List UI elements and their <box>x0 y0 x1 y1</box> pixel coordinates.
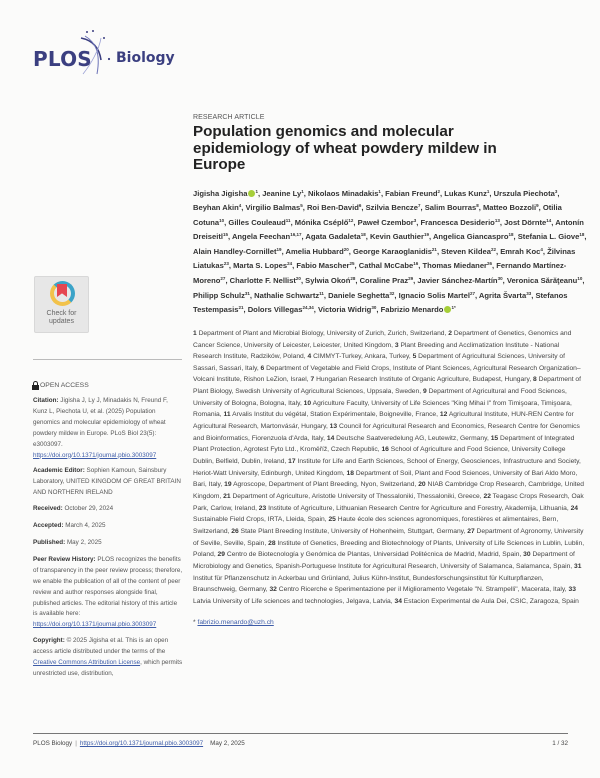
author-name: Salim Bourras <box>424 203 477 213</box>
sidebar-divider <box>33 359 182 360</box>
author <box>441 247 496 256</box>
author-name: Paweł Czembor <box>357 217 414 227</box>
author-name: Antonín Dreiseitl <box>193 217 584 242</box>
affiliation-text: NIAB Cambridge Crop Research, Cambridge, United Kingdom <box>193 481 584 501</box>
license-link[interactable]: Creative Commons Attribution License <box>33 659 141 667</box>
check-for-updates-button[interactable] <box>34 276 89 333</box>
footer-separator: | <box>75 740 77 747</box>
author-name: Angela Feechan <box>231 232 291 242</box>
author-affiliation-ref: 4 <box>540 246 543 252</box>
author-affiliation-ref: 21 <box>431 246 437 252</box>
author-affiliation-ref: 31 <box>244 290 250 296</box>
author-affiliation-ref: 11 <box>285 217 291 223</box>
article-info-sidebar <box>33 396 183 685</box>
corresponding-email-link[interactable]: fabrizio.menardo@uzh.ch <box>197 618 274 626</box>
author-affiliation-ref: 5 <box>300 203 303 209</box>
peer-review-text: PLOS recognizes the benefits of transparency in the peer review process; therefore, we enable the publication of all of the content of peer review and author responses alongside final, published articles. The editorial history of this article is available here: <box>33 555 183 618</box>
author-affiliation-ref: 11 <box>319 290 324 296</box>
citation-text: Jigisha J, Ly J, Minadakis N, Freund F, Kunz L, Piechota U, et al. (2025) Population genomics and molecular epidemiology of wheat powdery mildew in Europe. PLoS Biol 23(5): e3003097. <box>33 397 168 448</box>
author-affiliation-ref: 33 <box>526 290 532 296</box>
affiliation-number: 19 <box>224 481 232 489</box>
author-affiliation-ref: 26 <box>487 261 493 267</box>
affiliation-number: 9 <box>422 388 427 396</box>
published-block <box>33 538 183 549</box>
journal-logo <box>33 34 183 84</box>
author-affiliation-ref: 9 <box>536 203 539 209</box>
open-access-badge <box>32 381 89 389</box>
affiliation-list: 1 Department of Plant and Microbial Biology, University of Zurich, Zurich, Switzerland, 2 Department of Genetics, Genomics and Cancer Science, University of Leicester, Leicester, United Kingdom, 3 Plant Breeding and Acclimatization Institute - National Research Institute, Radzików, Poland, 4 CIMMYT-Turkey, Ankara, Turkey, 5 Department of Agricultural Sciences, University of Sassari, Sassari, Italy, 6 Department of Vegetable and Field Crops, Institute of Plant Sciences, Agricultural Research Organization–Volcani Institute, Rishon LeZion, Israel, 7 Hungarian Research Institute of Organic Agriculture, Budapest, Hungary, 8 Department of Plant Biology, Swedish University of Agricultural Sciences, Uppsala, Sweden, 9 Department of Agricultural and Food Sciences, University of Bologna, Bologna, Italy, 10 Agriculture Faculty, University of Life Sciences "King Mihai I" from Timişoara, Timişoara, Romania, 11 Arvalis Institut du végétal, Station Expérimentale, Boigneville, France, 12 Agricultural Institute, HUN-REN Centre for Agricultural Research, Martonvásár, Hungary, 13 Council for Agricultural Research and Economics, Research Centre for Genomics and Bioinformatics, Fiorenzuola d'Arda, Italy, 14 Deutsche Saatveredelung AG, Leutewitz, Germany, 15 Department of Integrated Plant Protection, Agrotest Fyto Ltd., Kroměříž, Czech Republic, 16 School of Agriculture and Food Science, University College Dublin, Belfield, Dublin, Ireland, 17 Institute for Life and Earth Sciences, School of Energy, Geosciences, Infrastructure and Society, Heriot-Watt University, Edinburgh, United Kingdom, 18 Department of Soil, Plant and Food Sciences, University of Bari Aldo Moro, Bari, Italy, 19 Agroscope, Department of Plant Breeding, Nyon, Switzerland, 20 NIAB Cambridge Crop Research, Cambridge, United Kingdom, 21 Department of Agriculture, Aristotle University of Thessaloniki, Thessaloniki, Greece, 22 Teagasc Crops Research, Oak Park, Carlow, Ireland, 23 Institute of Agriculture, Lithuanian Research Centre for Agriculture and Forestry, Akademija, Lithuania, 24 Sustainable Field Crops, IRTA, Lleida, Spain, 25 Haute école des sciences agronomiques, forestières et alimentaires, Bern, Switzerland, 26 State Plant Breeding Institute, University of Hohenheim, Stuttgart, Germany, 27 Department of Agronomy, University of Seville, Seville, Spain, 28 Institute of Genetics, Breeding and Biotechnology of Plants, University of Life Sciences in Lublin, Lublin, Poland, 29 Centro de Biotecnología y Genómica de Plantas, Universidad Politécnica de Madrid, Madrid, Spain, 30 Department of Microbiology and Genetics, Spanish-Portuguese Institute for Agricultural Research, University of Salamanca, Salamanca, Spain, 31 Institut für Pflanzenschutz in Ackerbau und Grünland, Julius Kühn-Institut, Bundesforschungsinstitut für Kulturpflanzen, Braunschweig, Germany, 32 Centro Ricerche e Sperimentazione per il Miglioramento Vegetale "N. Strampelli", Macerata, Italy, 33 Latvia University of Life sciences and technologies, Jelgava, Latvia, 34 Estacion Experimental de Aula Dei, CSIC, Zaragoza, Spain <box>193 329 585 605</box>
author-affiliation-ref: 10 <box>577 276 583 282</box>
article-header <box>193 114 588 626</box>
peer-review-label: Peer Review History: <box>33 555 96 563</box>
author <box>421 218 500 227</box>
author <box>360 276 414 285</box>
author-name: Matteo Bozzoli <box>482 203 537 213</box>
author-name: Fabio Mascher <box>296 261 350 271</box>
page-number: 1 / 32 <box>552 740 568 747</box>
peer-review-block <box>33 555 183 631</box>
affiliation-text: Department of Agriculture, Aristotle University of Thessaloniki, Thessaloniki, Greece <box>232 493 480 501</box>
author <box>254 291 324 300</box>
logo-plos-text: PLOS <box>33 47 92 71</box>
article-title: Population genomics and molecular epidemiology of wheat powdery mildew in Europe <box>193 123 497 173</box>
affiliation-number: 2 <box>448 329 452 337</box>
author <box>228 218 290 227</box>
affiliation-number: 15 <box>490 434 499 442</box>
affiliation <box>231 528 463 535</box>
author <box>381 305 456 314</box>
copyright-label: Copyright: <box>33 637 65 645</box>
author <box>385 189 440 198</box>
affiliation-number: 10 <box>303 399 312 407</box>
author <box>370 232 429 241</box>
author-name: Marta S. Lopes <box>233 261 288 271</box>
affiliation-text: Centro Ricerche e Sperimentazione per il Miglioramento Vegetale "N. Strampelli", Macerata, Italy <box>278 586 565 594</box>
author-affiliation-ref: 1 <box>378 188 381 194</box>
author-name: Szilvia Bencze <box>365 203 418 213</box>
author-name: Stefanos Testempasis <box>193 290 568 315</box>
author-affiliation-ref: 28 <box>350 276 356 282</box>
author <box>417 276 502 285</box>
author <box>286 247 349 256</box>
author-affiliation-ref: 1 <box>255 188 258 194</box>
author <box>479 291 531 300</box>
affiliation-text: Department of Microbiology and Genetics, Spanish-Portuguese Institute for Agricultural Research, University of Salamanca, Salamanca, Spain <box>193 551 575 570</box>
author-affiliation-ref: 14 <box>546 217 552 223</box>
affiliation-text: Latvia University of Life sciences and technologies, Jelgava, Latvia <box>193 597 391 605</box>
author-name: Lukas Kunz <box>444 188 487 198</box>
author-name: Virgilio Balmas <box>245 203 301 213</box>
author <box>295 218 354 227</box>
affiliation-text: Deutsche Saatveredelung AG, Leutewitz, Germany <box>336 434 487 442</box>
affiliation-number: 23 <box>258 504 267 512</box>
affiliation-text: Teagasc Crops Research, Oak Park, Carlow, Ireland <box>193 493 584 512</box>
citation-block <box>33 396 183 461</box>
author <box>328 291 394 300</box>
author-affiliation-ref: 21 <box>238 305 244 311</box>
author-name: Philipp Schulz <box>193 290 245 300</box>
logo-journal-name: Biology <box>116 50 175 66</box>
affiliation-number: 34 <box>394 597 402 605</box>
author-name: Alain Handley-Cornillet <box>193 246 277 256</box>
affiliation-text: Council for Agricultural Research and Economics, Research Centre for Genomics and Bioinformatics, Fiorenzuola d'Arda, Italy <box>193 423 580 442</box>
author <box>232 232 302 241</box>
author-name: Kevin Gauthier <box>369 232 424 242</box>
author-affiliation-ref: 3 <box>413 217 417 223</box>
affiliation <box>269 586 564 593</box>
affiliation-number: 24 <box>570 504 579 512</box>
author-affiliation-ref: 6 <box>358 203 362 209</box>
affiliation-number: 7 <box>310 376 315 384</box>
affiliation-text: Institute of Agriculture, Lithuanian Research Centre for Agriculture and Forestry, Akademija, Lithuania <box>268 504 567 512</box>
author-affiliation-ref: 7 <box>417 203 421 209</box>
author-affiliation-ref: 18 <box>579 232 585 238</box>
corresponding-marker: * <box>193 618 196 626</box>
copyright-text-continued: , which permits unrestricted use, distribution, <box>33 659 183 677</box>
author-name: Fabian Freund <box>385 188 438 198</box>
author-affiliation-ref: 20 <box>295 276 301 282</box>
affiliation-text: Department of Vegetable and Field Crops, Institute of Plant Sciences, Agricultural Research Organization–Volcani Institute, Rishon LeZion, Israel <box>193 364 581 384</box>
affiliation-number: 26 <box>231 528 239 535</box>
affiliation-text: Agriculture Faculty, University of Life Sciences "King Mihai I" from Timişoara, Timişoara, Romania <box>193 399 572 419</box>
affiliation-number: 12 <box>439 411 448 419</box>
author-name: Cathal McCabe <box>358 261 414 271</box>
author-name: Agrita Švarta <box>478 290 527 300</box>
affiliation <box>310 376 529 383</box>
affiliation <box>193 330 445 337</box>
author <box>433 232 514 241</box>
affiliation-number: 11 <box>223 411 231 419</box>
author <box>366 203 421 212</box>
affiliation-number: 4 <box>307 353 312 361</box>
author-affiliation-ref: 24,34 <box>302 305 314 311</box>
author-name: Beyhan Akin <box>193 203 239 213</box>
author-name: Agata Gadaleta <box>305 232 361 242</box>
affiliation-number: 28 <box>268 539 276 547</box>
affiliation-number: 5 <box>412 353 417 361</box>
affiliation <box>218 551 520 558</box>
author <box>399 291 475 300</box>
affiliation-number: 30 <box>523 551 531 559</box>
author-affiliation-ref: 24 <box>287 261 293 267</box>
affiliation-text: Department of Soil, Plant and Food Sciences, University of Bari Aldo Moro, Bari, Italy <box>193 469 578 489</box>
affiliation <box>308 353 409 360</box>
author <box>193 203 241 212</box>
author-name: Stefania L. Giove <box>517 232 580 242</box>
author <box>305 232 365 241</box>
author-affiliation-ref: 12 <box>348 217 354 223</box>
author <box>193 247 282 256</box>
affiliation-number: 1 <box>193 329 197 337</box>
author-name: Fabrizio Menardo <box>380 305 444 315</box>
author <box>494 189 558 198</box>
citation-label: Citation: <box>33 397 59 404</box>
editor-text: Sophien Kamoun, Sainsbury Laboratory, UNITED KINGDOM OF GREAT BRITAIN AND NORTHERN IRELAND <box>33 467 181 497</box>
author-affiliation-ref: 22 <box>490 246 496 252</box>
author-list: Jigisha Jigisha $^1$, Jeanine Ly$^1$, Nikolaos Minadakis$^1$, Fabian Freund$^2$, Lukas Kunz$^1$, Urszula Piechota$^3$, Beyhan Akin$^4$, Virgilio Balmas$^5$, Roi Ben-David$^6$, Szilvia Bencze$^7$, Salim Bourras$^8$, Matteo Bozzoli$^9$, Otilia Cotuna$^{10}$, Gilles Couleaud$^{11}$, Mónika Cséplő$^{12}$, Paweł Czembor$^3$, Francesca Desiderio$^{13}$, Jost Dörnte$^{14}$, Antonín Dreiseitl$^{15}$, Angela Feechan$^{16,17}$, Agata Gadaleta$^{18}$, Kevin Gauthier$^{19}$, Angelica Giancaspro$^{18}$, Stefania L. Giove$^{18}$, Alain Handley-Cornillet$^{19}$, Amelia Hubbard$^{20}$, George Karaoglanidis$^{21}$, Steven Kildea$^{22}$, Emrah Koc$^4$, Žilvinas Liatukas$^{23}$, Marta S. Lopes$^{24}$, Fabio Mascher$^{25}$, Cathal McCabe$^{16}$, Thomas Miedaner$^{26}$, Fernando Martínez-Moreno$^{27}$, Charlotte F. Nellist$^{20}$, Sylwia Okoń$^{28}$, Coraline Praz$^{29}$, Javier Sánchez-Martín$^{30}$, Veronica Sărăţeanu$^{10}$, Philipp Schulz$^{31}$, Nathalie Schwartz$^{11}$, Daniele Seghetta$^{32}$, Ignacio Solis Martel$^{27}$, Agrita Švarta$^{33}$, Stefanos Testempasis$^{21}$, Dolors Villegas$^{24,34}$, Victoria Widrig$^{30}$, Fabrizio Menardo $^{1*}$ <box>193 188 587 315</box>
author-name: Veronica Sărăţeanu <box>506 276 578 286</box>
author-name: Fernando Martínez-Moreno <box>193 261 567 286</box>
author <box>193 189 258 198</box>
affiliation <box>223 411 436 418</box>
author-affiliation-ref: 23 <box>223 261 229 267</box>
author <box>233 261 292 270</box>
author-name: Mónika Cséplő <box>294 217 349 227</box>
author <box>444 189 489 198</box>
affiliation-number: 18 <box>346 469 354 477</box>
author <box>305 276 355 285</box>
affiliation-text: Institute of Genetics, Breeding and Biotechnology of Plants, University of Life Sciences in Lublin, Lublin, Poland <box>193 539 585 559</box>
author-affiliation-ref: 2 <box>437 188 441 194</box>
author-affiliation-ref: 19 <box>423 232 429 238</box>
author-affiliation-ref: 13 <box>494 217 500 223</box>
author-name: Urszula Piechota <box>493 188 555 198</box>
author-affiliation-ref: 18 <box>508 232 514 238</box>
author-affiliation-ref: 10 <box>219 217 225 223</box>
author <box>248 305 314 314</box>
affiliation-text: Institute for Life and Earth Sciences, School of Energy, Geosciences, Infrastructure and Society, Heriot-Watt University, Edinburgh, United Kingdom <box>193 458 581 477</box>
author <box>262 189 304 198</box>
citation-doi-link[interactable]: https://doi.org/10.1371/journal.pbio.3003097 <box>33 451 157 459</box>
author-name: Angelica Giancaspro <box>432 232 509 242</box>
footer-divider <box>33 733 568 734</box>
affiliation-number: 13 <box>329 423 338 431</box>
corresponding-author <box>193 619 588 626</box>
author <box>308 189 381 198</box>
accepted-date: March 4, 2025 <box>65 522 106 530</box>
received-block <box>33 504 183 515</box>
author-name: Gilles Couleaud <box>228 217 286 227</box>
published-date: May 2, 2025 <box>66 538 102 546</box>
accepted-label: Accepted: <box>33 522 64 530</box>
affiliation-text: CIMMYT-Turkey, Ankara, Turkey <box>313 353 409 361</box>
affiliation-text: Agricultural Institute, HUN-REN Centre for Agricultural Research, Martonvásár, Hungary <box>193 411 574 431</box>
received-label: Received: <box>33 505 63 513</box>
accepted-block <box>33 521 183 532</box>
author-affiliation-ref: 16 <box>413 261 419 267</box>
author <box>425 203 479 212</box>
author-affiliation-ref: 4 <box>238 203 242 209</box>
open-access-label: OPEN ACCESS <box>40 381 89 389</box>
copyright-block <box>33 636 183 680</box>
open-lock-icon <box>32 381 39 389</box>
affiliation <box>327 435 487 442</box>
author-affiliation-ref: 1* <box>451 305 456 311</box>
affiliation-text: Department of Agricultural and Food Sciences, University of Bologna, Bologna, Italy <box>193 388 567 407</box>
affiliation <box>224 481 414 488</box>
check-updates-label <box>35 310 88 326</box>
author-name: Nathalie Schwartz <box>254 290 320 300</box>
affiliation-number: 20 <box>418 481 426 489</box>
affiliation-text: Agroscope, Department of Plant Breeding, Nyon, Switzerland <box>233 481 415 489</box>
editor-label: Academic Editor: <box>33 467 85 475</box>
check-updates-line-1: Check for <box>46 310 77 317</box>
author-affiliation-ref: 19 <box>276 246 282 252</box>
affiliation-number: 25 <box>328 516 336 524</box>
author <box>483 203 539 212</box>
affiliation-text: Department of Genetics, Genomics and Cancer Science, University of Leicester, Leicester, United Kingdom <box>193 329 572 349</box>
affiliation-number: 14 <box>326 434 335 442</box>
affiliation-text: Arvalis Institut du végétal, Station Expérimentale, Boigneville, France <box>232 411 437 419</box>
affiliation-text: Estacion Experimental de Aula Dei, CSIC, Zaragoza, Spain <box>403 597 579 605</box>
author <box>230 276 301 285</box>
author-name: Francesca Desiderio <box>420 217 495 227</box>
author-affiliation-ref: 25 <box>349 261 355 267</box>
affiliation-number: 6 <box>260 364 265 372</box>
footer-date: May 2, 2025 <box>210 740 245 747</box>
affiliation-text: Sustainable Field Crops, IRTA, Lleida, Spain <box>193 516 325 524</box>
affiliation-text: Hungarian Research Institute of Organic Agriculture, Budapest, Hungary <box>316 376 530 384</box>
author-name: Amelia Hubbard <box>285 246 344 256</box>
author-affiliation-ref: 3 <box>554 188 558 194</box>
affiliation <box>223 493 480 500</box>
author-name: Victoria Widrig <box>317 305 372 315</box>
affiliation-text: Department of Agronomy, University of Seville, Seville, Spain <box>193 528 584 547</box>
affiliation-number: 29 <box>217 551 225 559</box>
author-name: Daniele Seghetta <box>328 290 390 300</box>
affiliation-number: 16 <box>381 446 389 454</box>
affiliation <box>394 598 578 605</box>
author-affiliation-ref: 15 <box>222 232 228 238</box>
affiliation-number: 32 <box>269 586 277 594</box>
academic-editor-block <box>33 466 183 499</box>
author-name: Jeanine Ly <box>262 188 302 198</box>
affiliation-text: Plant Breeding and Acclimatization Institute - National Research Institute, Radzików, Poland <box>193 341 560 361</box>
author-affiliation-ref: 29 <box>408 276 414 282</box>
received-date: October 29, 2024 <box>64 505 114 513</box>
author-affiliation-ref: 30 <box>497 276 503 282</box>
author-name: Nikolaos Minadakis <box>307 188 379 198</box>
footer-doi-link[interactable]: https://doi.org/10.1371/journal.pbio.3003097 <box>79 740 204 747</box>
page-footer <box>33 740 568 747</box>
author-affiliation-ref: 1 <box>486 188 490 194</box>
author-affiliation-ref: 16,17 <box>290 232 302 238</box>
author-name: Coraline Praz <box>359 276 409 286</box>
author <box>358 218 417 227</box>
author-affiliation-ref: 32 <box>389 290 395 296</box>
author-affiliation-ref: 18 <box>360 232 366 238</box>
author-name: Dolors Villegas <box>247 305 303 315</box>
affiliation-number: 33 <box>568 586 576 594</box>
author <box>193 291 250 300</box>
author-name: Otilia Cotuna <box>193 203 562 227</box>
author <box>507 276 583 285</box>
author <box>296 261 354 270</box>
affiliation <box>259 505 567 512</box>
affiliation-number: 22 <box>483 493 491 501</box>
author-name: Ignacio Solis Martel <box>398 290 470 300</box>
affiliation-text: Department of Plant Biology, Swedish University of Agricultural Sciences, Uppsala, Sweden <box>193 376 581 396</box>
peer-review-link[interactable]: https://doi.org/10.1371/journal.pbio.3003097 <box>33 621 157 629</box>
author <box>422 261 492 270</box>
article-type: RESEARCH ARTICLE <box>193 114 265 121</box>
author-name: Steven Kildea <box>441 246 491 256</box>
affiliation-text: Haute école des sciences agronomiques, forestières et alimentaires, Bern, Switzerland <box>193 516 559 535</box>
author <box>518 232 585 241</box>
author <box>245 203 302 212</box>
author-name: Žilvinas Liatukas <box>193 246 576 271</box>
author-name: Emrah Koc <box>500 246 541 256</box>
author <box>500 247 543 256</box>
affiliation-number: 31 <box>574 562 582 570</box>
plos-swoosh-icon <box>79 30 115 78</box>
author-affiliation-ref: 20 <box>343 246 349 252</box>
author-affiliation-ref: 27 <box>220 276 226 282</box>
author <box>318 305 376 314</box>
author <box>307 203 361 212</box>
affiliation-text: Department of Plant and Microbial Biology, University of Zurich, Zurich, Switzerland <box>198 329 445 337</box>
author-name: Thomas Miedaner <box>422 261 487 271</box>
affiliation-text: State Plant Breeding Institute, University of Hohenheim, Stuttgart, Germany <box>240 528 464 535</box>
author-name: Javier Sánchez-Martín <box>417 276 498 286</box>
affiliation-text: Institut für Pflanzenschutz in Ackerbau und Grünland, Julius Kühn-Institut, Bundesforschungsinstitut für Kulturpflanzen, Braunschweig, Germany <box>193 574 544 594</box>
affiliation-number: 3 <box>394 341 399 349</box>
affiliation-number: 27 <box>467 528 475 535</box>
affiliation-text: School of Agriculture and Food Science, University College Dublin, Belfield, Dublin, Ireland <box>193 446 566 466</box>
affiliation-text: Department of Integrated Plant Protection, Agrotest Fyto Ltd., Kroměříž, Czech Republic <box>193 434 575 454</box>
author-affiliation-ref: 1 <box>301 188 304 194</box>
author <box>353 247 437 256</box>
author-name: George Karaoglanidis <box>353 246 432 256</box>
author-affiliation-ref: 27 <box>469 290 475 296</box>
author <box>504 218 551 227</box>
author-affiliation-ref: 8 <box>476 203 479 209</box>
affiliation-text: Centro de Biotecnología y Genómica de Plantas, Universidad Politécnica de Madrid, Madrid, Spain <box>226 551 520 559</box>
author <box>359 261 418 270</box>
check-updates-line-2: updates <box>49 318 74 325</box>
author-name: Charlotte F. Nellist <box>229 276 296 286</box>
footer-journal: PLOS Biology <box>33 740 73 747</box>
affiliation-number: 17 <box>288 458 296 466</box>
author-name: Jigisha Jigisha <box>193 188 248 198</box>
author-name: Roi Ben-David <box>306 203 359 213</box>
affiliation-number: 21 <box>223 493 231 501</box>
affiliation-number: 8 <box>533 376 537 384</box>
published-label: Published: <box>33 538 66 546</box>
author-name: Jost Dörnte <box>504 217 547 227</box>
author-affiliation-ref: 30 <box>371 305 377 311</box>
author-name: Sylwia Okoń <box>305 276 351 286</box>
copyright-text: © 2025 Jigisha et al. This is an open access article distributed under the terms of the <box>33 637 169 656</box>
affiliation-text: Department of Agricultural Sciences, University of Sassari, Sassari, Italy <box>193 353 565 372</box>
